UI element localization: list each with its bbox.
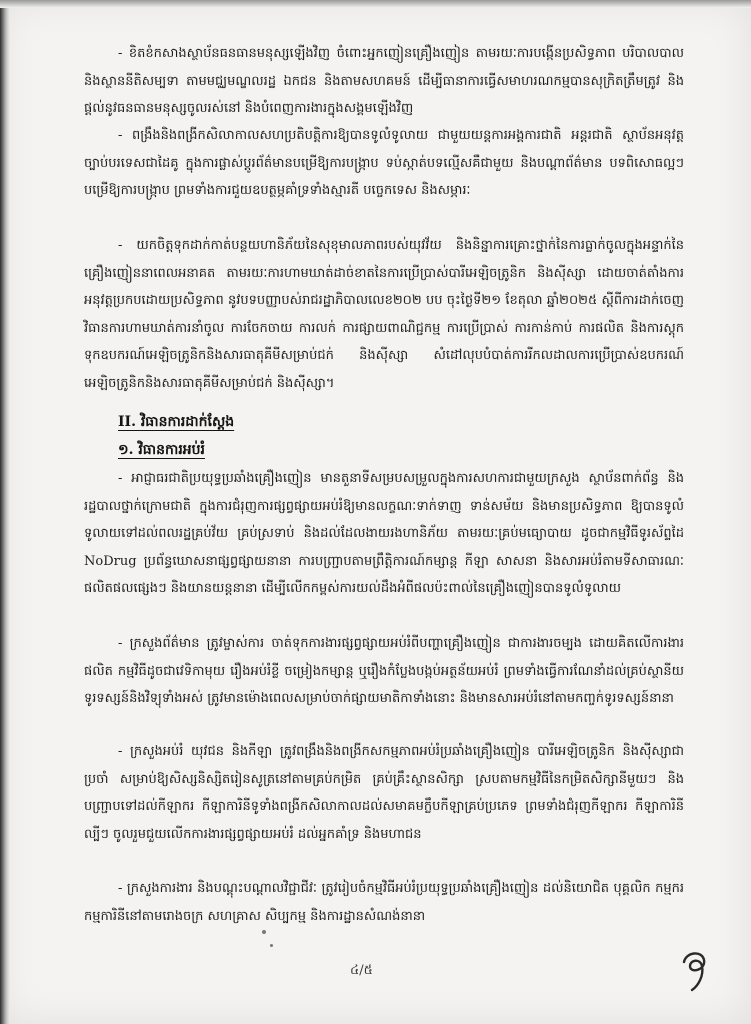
subsection-heading: ១. វិធានការអប់រំ [118, 442, 205, 458]
paragraph-ministry-information: - ក្រសួងព័ត៌មាន ត្រូវម្ចាស់ការ ចាត់ទុកការងារផ្សព្វផ្សាយអប់រំពីបញ្ហាគ្រឿងញៀន ជាការងារចម្បង ដោយគិតលើការងារផលិត កម្មវិធីដូចជាវេទិកាមុយ រឿងអប់រំខ្លី ចម្រៀងកម្សាន្ត ឬរឿងកំប្លែងបង្កប់អត្ថន័យអប់រំ ព្រមទាំងធ្វើការណែនាំដល់គ្រប់ស្ថានីយទូរទស្សន៍និងវិទ្យុទាំងអស់ ត្រូវមានម៉ោងពេលសម្រាប់ចាក់ផ្សាយមាតិកាទាំងនោះ និងមានសារអប់រំនៅតាមកញ្ចក់ទូរទស្សន៍នានា [84, 636, 684, 706]
page-number: ៤/៥ [350, 963, 373, 978]
scan-speck [262, 930, 266, 934]
scan-top-edge [0, 0, 751, 8]
paragraph-rehabilitation: - ខិតខំកសាងស្ថាប័នធនធានមនុស្សឡើងវិញ ចំពោះអ្នកញៀនគ្រឿងញៀន តាមរយៈការបង្កើនប្រសិទ្ធភាព បរិបាលបាល និងស្ថាននីតិសម្បទា តាមមជ្ឈមណ្ឌលរដ្ឋ ឯកជន និងតាមសហគមន៍ ដើម្បីធានាការធ្វើសមាហរណកម្មបានសុក្រិតត្រឹមត្រូវ និងផ្តល់នូវធនធានមនុស្សចូលរស់នៅ និងបំពេញការងារក្នុងសង្គមឡើងវិញ [84, 46, 684, 116]
paragraph-ministry-education: - ក្រសួងអប់រំ យុវជន និងកីឡា ត្រូវពង្រឹងនិងពង្រីកសកម្មភាពអប់រំប្រឆាំងគ្រឿងញៀន បារីអេឡិចត្រូនិក និងស៊ីស្សាជាប្រចាំ សម្រាប់ឱ្យសិស្សនិស្សិតរៀនសូត្រនៅតាមគ្រប់កម្រិត គ្រប់គ្រឹះស្ថានសិក្សា ស្របតាមកម្មវិធីនៃកម្រិតសិក្សានីមួយៗ និងបញ្ជ្រាបទៅដល់កីឡាករ កីឡាការិនីទូទាំងពង្រីកសិលាកាលដល់សមាគមក្លឹបកីឡាគ្រប់ប្រភេទ ព្រមទាំងជំរុញកីឡាករ កីឡាការិនីល្បីៗ ចូលរួមជួយលើកការងារផ្សព្វផ្សាយអប់រំ ដល់អ្នកគាំទ្រ និងមហាជន [84, 744, 684, 842]
paragraph-cooperation: - ពង្រឹងនិងពង្រីកសិលាកាលសហប្រតិបត្តិការឱ្យបានទូលំទូលាយ ជាមួយយន្តការអង្គការជាតិ អន្តរជាតិ ស្ថាប័នអនុវត្តច្បាប់បរទេសជាដៃគូ ក្នុងការផ្លាស់ប្តូរព័ត៌មានបម្រើឱ្យការបង្ក្រាប ទប់ស្កាត់បទល្មើសគឺជាមួយ និងបណ្តាព័ត៌មាន បទពិសោធល្អៗបម្រើឱ្យការបង្ក្រាប ព្រមទាំងការជួយឧបត្ថម្ភគាំទ្រទាំងស្មារតី បច្ចេកទេស និងសម្ភារៈ [84, 128, 684, 198]
paragraph-youth-risk: - យកចិត្តទុកដាក់កាត់បន្ថយហានិភ័យនៃសុខុមាលភាពរបស់យុវវ័យ និងនិន្នាការគ្រោះថ្នាក់នៃការធ្លាក់ចូលក្នុងអន្ទាក់នៃគ្រឿងញៀននាពេលអនាគត តាមរយៈការហាមឃាត់ដាច់ខាតនៃការប្រើប្រាស់បារីអេឡិចត្រូនិក និងស៊ីស្សា ដោយចាត់តាំងការអនុវត្តប្រកបដោយប្រសិទ្ធភាព នូវបទបញ្ញាបស់រាជរដ្ឋាភិបាលលេខ២០២ បប ចុះថ្ងៃទី២១ ខែតុលា ឆ្នាំ២០២៥ ស្តីពីការដាក់ចេញវិធានការហាមឃាត់ការនាំចូល ការចែកចាយ ការលក់ ការផ្សាយពាណិជ្ជកម្ម ការប្រើប្រាស់ ការកាន់កាប់ ការផលិត និងការស្តុកទុកឧបករណ៍អេឡិចត្រូនិកនិងសារធាតុគីមីសម្រាប់ជក់ និងស៊ីស្សា សំដៅលុបបំបាត់ការរីកលដាលការប្រើប្រាស់ឧបករណ៍អេឡិចត្រូនិកនិងសារធាតុគីមីសម្រាប់ជក់ និងស៊ីស្សា។ [84, 238, 684, 391]
handwritten-initials [676, 944, 716, 994]
scan-left-edge [0, 0, 10, 1024]
scan-speck [270, 944, 273, 947]
section-heading: II. វិធានការដាក់ស្តែង [118, 414, 235, 430]
paragraph-national-authority: - អាជ្ញាធរជាតិប្រយុទ្ធប្រឆាំងគ្រឿងញៀន មានតួនាទីសម្របសម្រួលក្នុងការសហការជាមួយក្រសួង ស្ថាប័នពាក់ព័ន្ធ និងរដ្ឋបាលថ្នាក់ក្រោមជាតិ ក្នុងការជំរុញការផ្សព្វផ្សាយអប់រំឱ្យមានលក្ខណៈទាក់ទាញ ទាន់សម័យ និងមានប្រសិទ្ធភាព ឱ្យបានទូលំទូលាយទៅដល់ពលរដ្ឋគ្រប់វ័យ គ្រប់ស្រទាប់ និងដល់ដែលងាយរងហានិភ័យ តាមរយៈគ្រប់មធ្យោបាយ ដូចជាកម្មវិធីទូរស័ព្ទដៃ NoDrug ប្រព័ន្ធឃោសនាផ្សព្វផ្សាយនានា ការបញ្ជ្រាបតាមព្រឹត្តិការណ៍កម្សាន្ត កីឡា សាសនា និងសារអប់រំតាមទីសាធារណៈ ផលិតផលផ្សេងៗ និងយានយន្តនានា ដើម្បីលើកកម្ពស់ការយល់ដឹងអំពីផលប៉ះពាល់នៃគ្រឿងញៀនបានទូលំទូលាយ [84, 471, 684, 596]
paragraph-ministry-labour: - ក្រសួងការងារ និងបណ្តុះបណ្តាលវិជ្ជាជីវៈ ត្រូវរៀបចំកម្មវិធីអប់រំប្រយុទ្ធប្រឆាំងគ្រឿងញៀន ដល់និយោជិត បុគ្គលិក កម្មករ កម្មការិនីនៅតាមរោងចក្រ សហគ្រាស សិប្បកម្ម និងការដ្ឋានសំណង់នានា [84, 881, 684, 924]
